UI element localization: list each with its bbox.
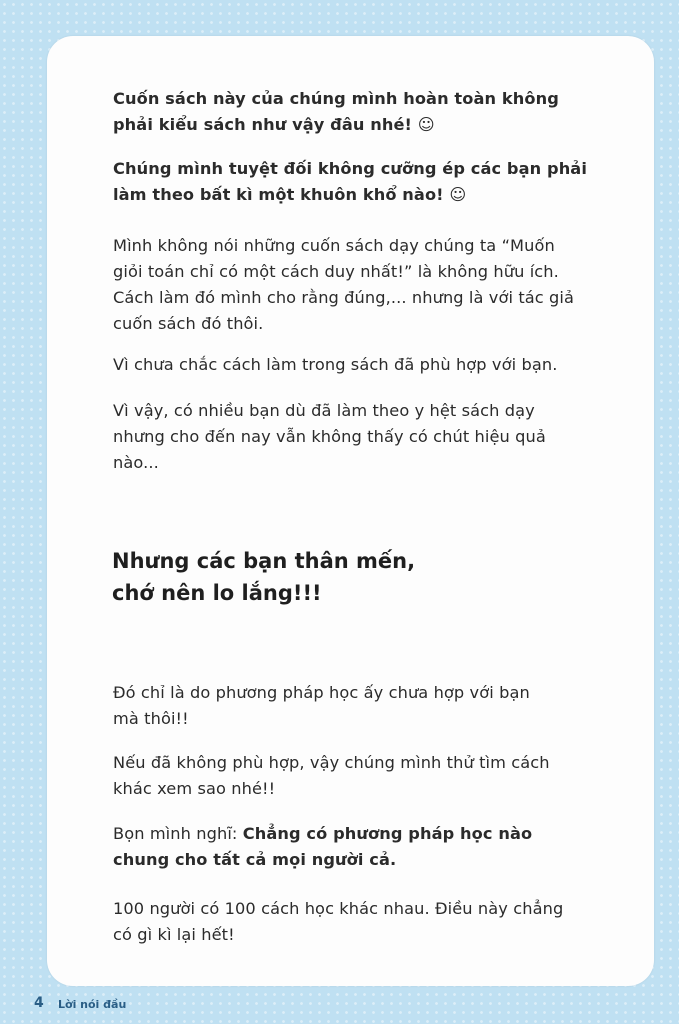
paragraph-6 [113,680,603,732]
p4-line-1: Vì chưa chắc cách làm trong sách đã phù hợp với bạn. [113,355,558,374]
p2-line-1: Chúng mình tuyệt đối không cưỡng ép các bạn phải [113,159,587,178]
paragraph-1 [113,86,603,138]
p8-bold-1: Chẳng có phương pháp học nào [242,824,533,843]
p9-line-2: có gì kì lại hết! [113,925,235,944]
p5-line-3: nào... [113,453,159,472]
paragraph-4 [113,352,603,378]
p3-line-1: Mình không nói những cuốn sách dạy chúng ta “Muốn [113,236,555,255]
p9-line-1: 100 người có 100 cách học khác nhau. Điều này chẳng [113,899,564,918]
p5-line-1: Vì vậy, có nhiều bạn dù đã làm theo y hệt sách dạy [113,401,535,420]
p7-line-1: Nếu đã không phù hợp, vậy chúng mình thử tìm cách [113,753,550,772]
footer-section-label: Lời nói đầu [58,998,127,1011]
paragraph-8 [113,821,603,873]
p1-line-2: phải kiểu sách như vậy đâu nhé! ☺ [113,115,435,134]
p5-line-2: nhưng cho đến nay vẫn không thấy có chút hiệu quả [113,427,546,446]
p1-line-1: Cuốn sách này của chúng mình hoàn toàn không [113,89,559,108]
heading-line-1: Nhưng các bạn thân mến, [112,549,416,573]
page-number: 4 [34,995,44,1011]
paragraph-5 [113,398,603,476]
p3-line-3: Cách làm đó mình cho rằng đúng,... nhưng là với tác giả [113,288,575,307]
p8-prefix: Bọn mình nghĩ: [113,824,238,843]
p6-line-1: Đó chỉ là do phương pháp học ấy chưa hợp với bạn [113,683,530,702]
p6-line-2: mà thôi!! [113,709,189,728]
p7-line-2: khác xem sao nhé!! [113,779,276,798]
heading-line-2: chớ nên lo lắng!!! [112,581,322,605]
p3-line-4: cuốn sách đó thôi. [113,314,264,333]
p2-line-2: làm theo bất kì một khuôn khổ nào! ☺ [113,185,467,204]
p3-line-2: giỏi toán chỉ có một cách duy nhất!” là không hữu ích. [113,262,559,281]
section-heading [112,545,532,609]
paragraph-3 [113,233,603,337]
paragraph-2 [113,156,603,208]
p8-bold-2: chung cho tất cả mọi người cả. [113,850,397,869]
paragraph-7 [113,750,603,802]
paragraph-9 [113,896,603,948]
